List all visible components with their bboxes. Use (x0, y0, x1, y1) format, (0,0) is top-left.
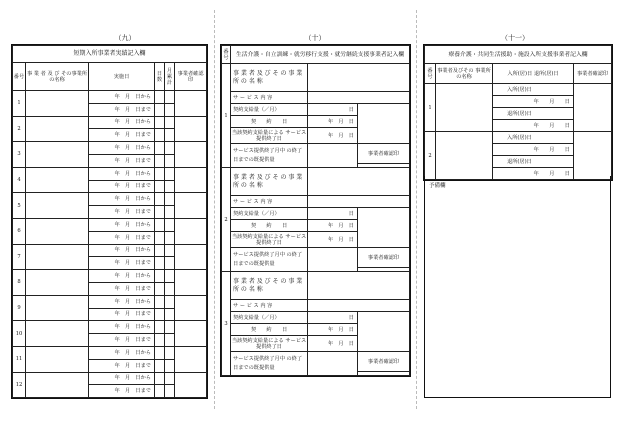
table-row (13, 116, 207, 129)
period-to[interactable]: 年 月 日まで (89, 154, 155, 167)
confirm-stamp-field[interactable] (358, 312, 410, 352)
fold-line-right (416, 10, 417, 409)
table-row (222, 64, 410, 92)
provider-name-label: 事 業 者 及 び そ の 事 業 所 の 名 称 (231, 168, 308, 196)
contract-date-field[interactable]: 年 月 日 (308, 116, 358, 128)
period-from[interactable]: 年 月 日から (89, 295, 155, 308)
table-row (222, 300, 410, 312)
contract-amount-label: 契約支給量（／月） (231, 208, 308, 220)
table-row (13, 244, 207, 257)
row-number: 8 (13, 270, 26, 296)
table-row (13, 321, 207, 334)
period-to[interactable]: 年 月 日まで (89, 206, 155, 219)
table-row (13, 167, 207, 180)
monthly-total-field[interactable] (165, 231, 175, 244)
header-provider-name: 事 業 者 及 び その事業所の名称 (26, 63, 89, 91)
days-field[interactable] (155, 385, 165, 398)
provider-name-field[interactable] (308, 168, 410, 196)
section-9-number: （九） (114, 34, 136, 42)
contract-amount-label: 契約支給量（／月） (231, 104, 308, 116)
days-field[interactable] (155, 372, 165, 385)
short-stay-title: 短期入所事業者実績記入欄 (13, 46, 207, 63)
provider-name-field[interactable] (436, 84, 493, 132)
table-row (13, 218, 207, 231)
service-field[interactable] (308, 196, 410, 208)
header-period: 実施日 (89, 63, 155, 91)
discharge-date-label: 退所(居)日 (493, 108, 574, 120)
confirm-stamp-field[interactable] (175, 372, 207, 398)
period-from[interactable]: 年 月 日から (89, 142, 155, 155)
confirm-stamp-field[interactable] (175, 218, 207, 244)
provider-name-field[interactable] (26, 295, 89, 321)
monthly-total-field[interactable] (165, 91, 175, 104)
contract-date-label: 契 約 日 (231, 220, 308, 232)
date-field[interactable]: 年 月 日 (493, 120, 574, 132)
daytime-service-title: 生活介護・自立訓練・就労移行支援・就労継続支援事業者記入欄 (231, 46, 410, 64)
block-number: 1 (222, 64, 231, 168)
provider-name-label: 事 業 者 及 び そ の 事 業 所 の 名 称 (231, 64, 308, 92)
monthly-total-field[interactable] (165, 308, 175, 321)
row-number: 7 (13, 244, 26, 270)
days-field[interactable] (155, 308, 165, 321)
residential-service-table (424, 45, 612, 180)
provider-name-field[interactable] (26, 321, 89, 347)
row-number: 2 (13, 116, 26, 142)
monthly-total-field[interactable] (165, 154, 175, 167)
fold-line-left (214, 10, 215, 409)
confirm-stamp-field[interactable] (175, 116, 207, 142)
provided-amount-field[interactable] (308, 352, 358, 376)
days-field[interactable] (155, 282, 165, 295)
days-field[interactable] (155, 167, 165, 180)
table-row (222, 312, 410, 324)
provider-name-field[interactable] (308, 272, 410, 300)
days-field[interactable] (155, 257, 165, 270)
days-field[interactable] (155, 129, 165, 142)
contract-date-label: 契 約 日 (231, 324, 308, 336)
confirm-stamp-field[interactable] (175, 167, 207, 193)
confirm-stamp-field[interactable] (175, 244, 207, 270)
table-row (13, 193, 207, 206)
period-to[interactable]: 年 月 日まで (89, 385, 155, 398)
confirm-stamp-field[interactable] (175, 142, 207, 168)
daytime-service-table (221, 45, 410, 376)
days-field[interactable] (155, 142, 165, 155)
period-from[interactable]: 年 月 日から (89, 218, 155, 231)
days-field[interactable] (155, 103, 165, 116)
period-from[interactable]: 年 月 日から (89, 346, 155, 359)
days-field[interactable] (155, 321, 165, 334)
row-number: 3 (13, 142, 26, 168)
period-to[interactable]: 年 月 日まで (89, 129, 155, 142)
header-number: 番号 (13, 63, 26, 91)
monthly-total-field[interactable] (165, 218, 175, 231)
provider-name-field[interactable] (26, 167, 89, 193)
provider-name-field[interactable] (26, 142, 89, 168)
confirm-stamp-field[interactable] (358, 208, 410, 248)
service-end-date-field[interactable]: 年 月 日 (308, 232, 358, 248)
monthly-total-field[interactable] (165, 180, 175, 193)
period-to[interactable]: 年 月 日まで (89, 103, 155, 116)
period-to[interactable]: 年 月 日まで (89, 334, 155, 347)
row-number: 1 (425, 84, 436, 132)
confirm-stamp-field[interactable] (175, 91, 207, 117)
confirm-stamp-field[interactable] (574, 132, 612, 180)
table-row (13, 270, 207, 283)
days-field[interactable] (155, 244, 165, 257)
provided-amount-field[interactable] (308, 248, 358, 272)
table-row (222, 144, 410, 164)
period-to[interactable]: 年 月 日まで (89, 180, 155, 193)
row-number: 12 (13, 372, 26, 398)
memo-box (424, 176, 611, 398)
period-from[interactable]: 年 月 日から (89, 91, 155, 104)
header-confirm-stamp: 事業者確認印 (175, 63, 207, 91)
service-end-date-label: 当該契約支給量による サービス提供終了日 (231, 337, 307, 350)
days-field[interactable] (155, 218, 165, 231)
date-field[interactable]: 年 月 日 (493, 96, 574, 108)
monthly-total-field[interactable] (165, 334, 175, 347)
provider-name-field[interactable] (26, 218, 89, 244)
provider-name-label: 事 業 者 及 び そ の 事 業 所 の 名 称 (231, 272, 308, 300)
provider-name-field[interactable] (26, 116, 89, 142)
monthly-total-field[interactable] (165, 244, 175, 257)
contract-amount-label: 契約支給量（／月） (231, 312, 308, 324)
admission-date-label: 入所(居)日 (493, 84, 574, 96)
provider-name-field[interactable] (308, 64, 410, 92)
provided-amount-field[interactable] (308, 144, 358, 168)
header-confirm-stamp: 事業者確認印 (574, 64, 612, 84)
row-number: 10 (13, 321, 26, 347)
monthly-total-field[interactable] (165, 295, 175, 308)
period-from[interactable]: 年 月 日から (89, 167, 155, 180)
contract-date-label: 契 約 日 (231, 116, 308, 128)
period-to[interactable]: 年 月 日まで (89, 231, 155, 244)
service-end-date-field[interactable]: 年 月 日 (308, 336, 358, 352)
header-monthly-total: 月累計 (165, 63, 175, 91)
days-field[interactable] (155, 346, 165, 359)
row-number: 6 (13, 218, 26, 244)
monthly-total-field[interactable] (165, 359, 175, 372)
provided-amount-label: サービス提供終了月中 の終了日までの既提供量 (231, 352, 308, 376)
monthly-total-field[interactable] (165, 257, 175, 270)
confirm-stamp-label: 事業者確認印 (358, 144, 410, 164)
provider-name-field[interactable] (26, 270, 89, 296)
table-row (222, 104, 410, 116)
memo-label: 予備欄 (429, 183, 446, 189)
period-to[interactable]: 年 月 日まで (89, 359, 155, 372)
monthly-total-field[interactable] (165, 321, 175, 334)
residential-service-title: 療養介護・共同生活援助・施設入所支援事業者記入欄 (425, 46, 612, 64)
period-from[interactable]: 年 月 日から (89, 116, 155, 129)
days-field[interactable] (155, 295, 165, 308)
table-row (222, 208, 410, 220)
table-row (222, 272, 410, 300)
header-number: 番号 (425, 64, 436, 84)
days-field[interactable] (155, 206, 165, 219)
provided-amount-label: サービス提供終了月中 の終了日までの既提供量 (231, 144, 308, 168)
table-row (425, 84, 612, 96)
days-field[interactable] (155, 91, 165, 104)
service-end-date-label: 当該契約支給量による サービス提供終了日 (231, 233, 307, 246)
provider-name-field[interactable] (26, 193, 89, 219)
table-row (222, 168, 410, 196)
monthly-total-field[interactable] (165, 142, 175, 155)
confirm-stamp-field[interactable] (175, 346, 207, 372)
row-number: 9 (13, 295, 26, 321)
days-field[interactable] (155, 359, 165, 372)
monthly-total-field[interactable] (165, 346, 175, 359)
contract-amount-field[interactable]: 日 (308, 104, 358, 116)
period-to[interactable]: 年 月 日まで (89, 282, 155, 295)
table-row (222, 248, 410, 268)
header-number: 番号 (222, 46, 231, 64)
service-end-date-field[interactable]: 年 月 日 (308, 128, 358, 144)
admission-date-label: 入所(居)日 (493, 132, 574, 144)
monthly-total-field[interactable] (165, 167, 175, 180)
period-from[interactable]: 年 月 日から (89, 321, 155, 334)
table-row (13, 91, 207, 104)
table-row (222, 92, 410, 104)
table-row (13, 142, 207, 155)
section-10-number: （十） (304, 34, 326, 42)
header-provider-name: 事業者及びその 事業所の名称 (436, 64, 493, 84)
confirm-stamp-field[interactable] (574, 84, 612, 132)
period-to[interactable]: 年 月 日まで (89, 308, 155, 321)
service-label: サ ー ビ ス 内 容 (231, 300, 308, 312)
confirm-stamp-label: 事業者確認印 (358, 248, 410, 268)
row-number: 5 (13, 193, 26, 219)
monthly-total-field[interactable] (165, 372, 175, 385)
date-field[interactable]: 年 月 日 (493, 168, 574, 180)
discharge-date-label: 退所(居)日 (493, 156, 574, 168)
period-from[interactable]: 年 月 日から (89, 372, 155, 385)
days-field[interactable] (155, 231, 165, 244)
provider-name-field[interactable] (26, 346, 89, 372)
confirm-stamp-field[interactable] (175, 193, 207, 219)
provider-name-field[interactable] (436, 132, 493, 180)
monthly-total-field[interactable] (165, 193, 175, 206)
days-field[interactable] (155, 270, 165, 283)
days-field[interactable] (155, 154, 165, 167)
date-field[interactable]: 年 月 日 (493, 144, 574, 156)
confirm-stamp-field[interactable] (358, 104, 410, 144)
block-number: 3 (222, 272, 231, 376)
contract-date-field[interactable]: 年 月 日 (308, 324, 358, 336)
row-number: 1 (13, 91, 26, 117)
period-from[interactable]: 年 月 日から (89, 193, 155, 206)
provider-name-field[interactable] (26, 244, 89, 270)
monthly-total-field[interactable] (165, 282, 175, 295)
table-row (222, 352, 410, 372)
period-from[interactable]: 年 月 日から (89, 270, 155, 283)
confirm-stamp-field[interactable] (358, 372, 410, 376)
table-row (222, 196, 410, 208)
provided-amount-label: サービス提供終了月中 の終了日までの既提供量 (231, 248, 308, 272)
service-field[interactable] (308, 300, 410, 312)
days-field[interactable] (155, 180, 165, 193)
monthly-total-field[interactable] (165, 129, 175, 142)
monthly-total-field[interactable] (165, 206, 175, 219)
table-row (425, 132, 612, 144)
contract-amount-field[interactable]: 日 (308, 312, 358, 324)
table-row (13, 346, 207, 359)
short-stay-table (12, 45, 207, 398)
provider-name-field[interactable] (26, 372, 89, 398)
service-field[interactable] (308, 92, 410, 104)
header-admission-dates: 入所(居)日 退所(居)日 (493, 64, 574, 84)
provider-name-field[interactable] (26, 91, 89, 117)
table-row (13, 372, 207, 385)
row-number: 4 (13, 167, 26, 193)
monthly-total-field[interactable] (165, 270, 175, 283)
block-number: 2 (222, 168, 231, 272)
confirm-stamp-field[interactable] (175, 270, 207, 296)
days-field[interactable] (155, 116, 165, 129)
section-11-number: （十一） (501, 34, 529, 42)
service-end-date-label: 当該契約支給量による サービス提供終了日 (231, 129, 307, 142)
service-label: サ ー ビ ス 内 容 (231, 92, 308, 104)
monthly-total-field[interactable] (165, 116, 175, 129)
confirm-stamp-field[interactable] (175, 295, 207, 321)
table-row (13, 295, 207, 308)
service-label: サ ー ビ ス 内 容 (231, 196, 308, 208)
monthly-total-field[interactable] (165, 103, 175, 116)
row-number: 2 (425, 132, 436, 180)
days-field[interactable] (155, 334, 165, 347)
confirm-stamp-label: 事業者確認印 (358, 352, 410, 372)
period-from[interactable]: 年 月 日から (89, 244, 155, 257)
monthly-total-field[interactable] (165, 385, 175, 398)
header-days: 日数 (155, 63, 165, 91)
confirm-stamp-field[interactable] (175, 321, 207, 347)
contract-date-field[interactable]: 年 月 日 (308, 220, 358, 232)
contract-amount-field[interactable]: 日 (308, 208, 358, 220)
days-field[interactable] (155, 193, 165, 206)
row-number: 11 (13, 346, 26, 372)
period-to[interactable]: 年 月 日まで (89, 257, 155, 270)
